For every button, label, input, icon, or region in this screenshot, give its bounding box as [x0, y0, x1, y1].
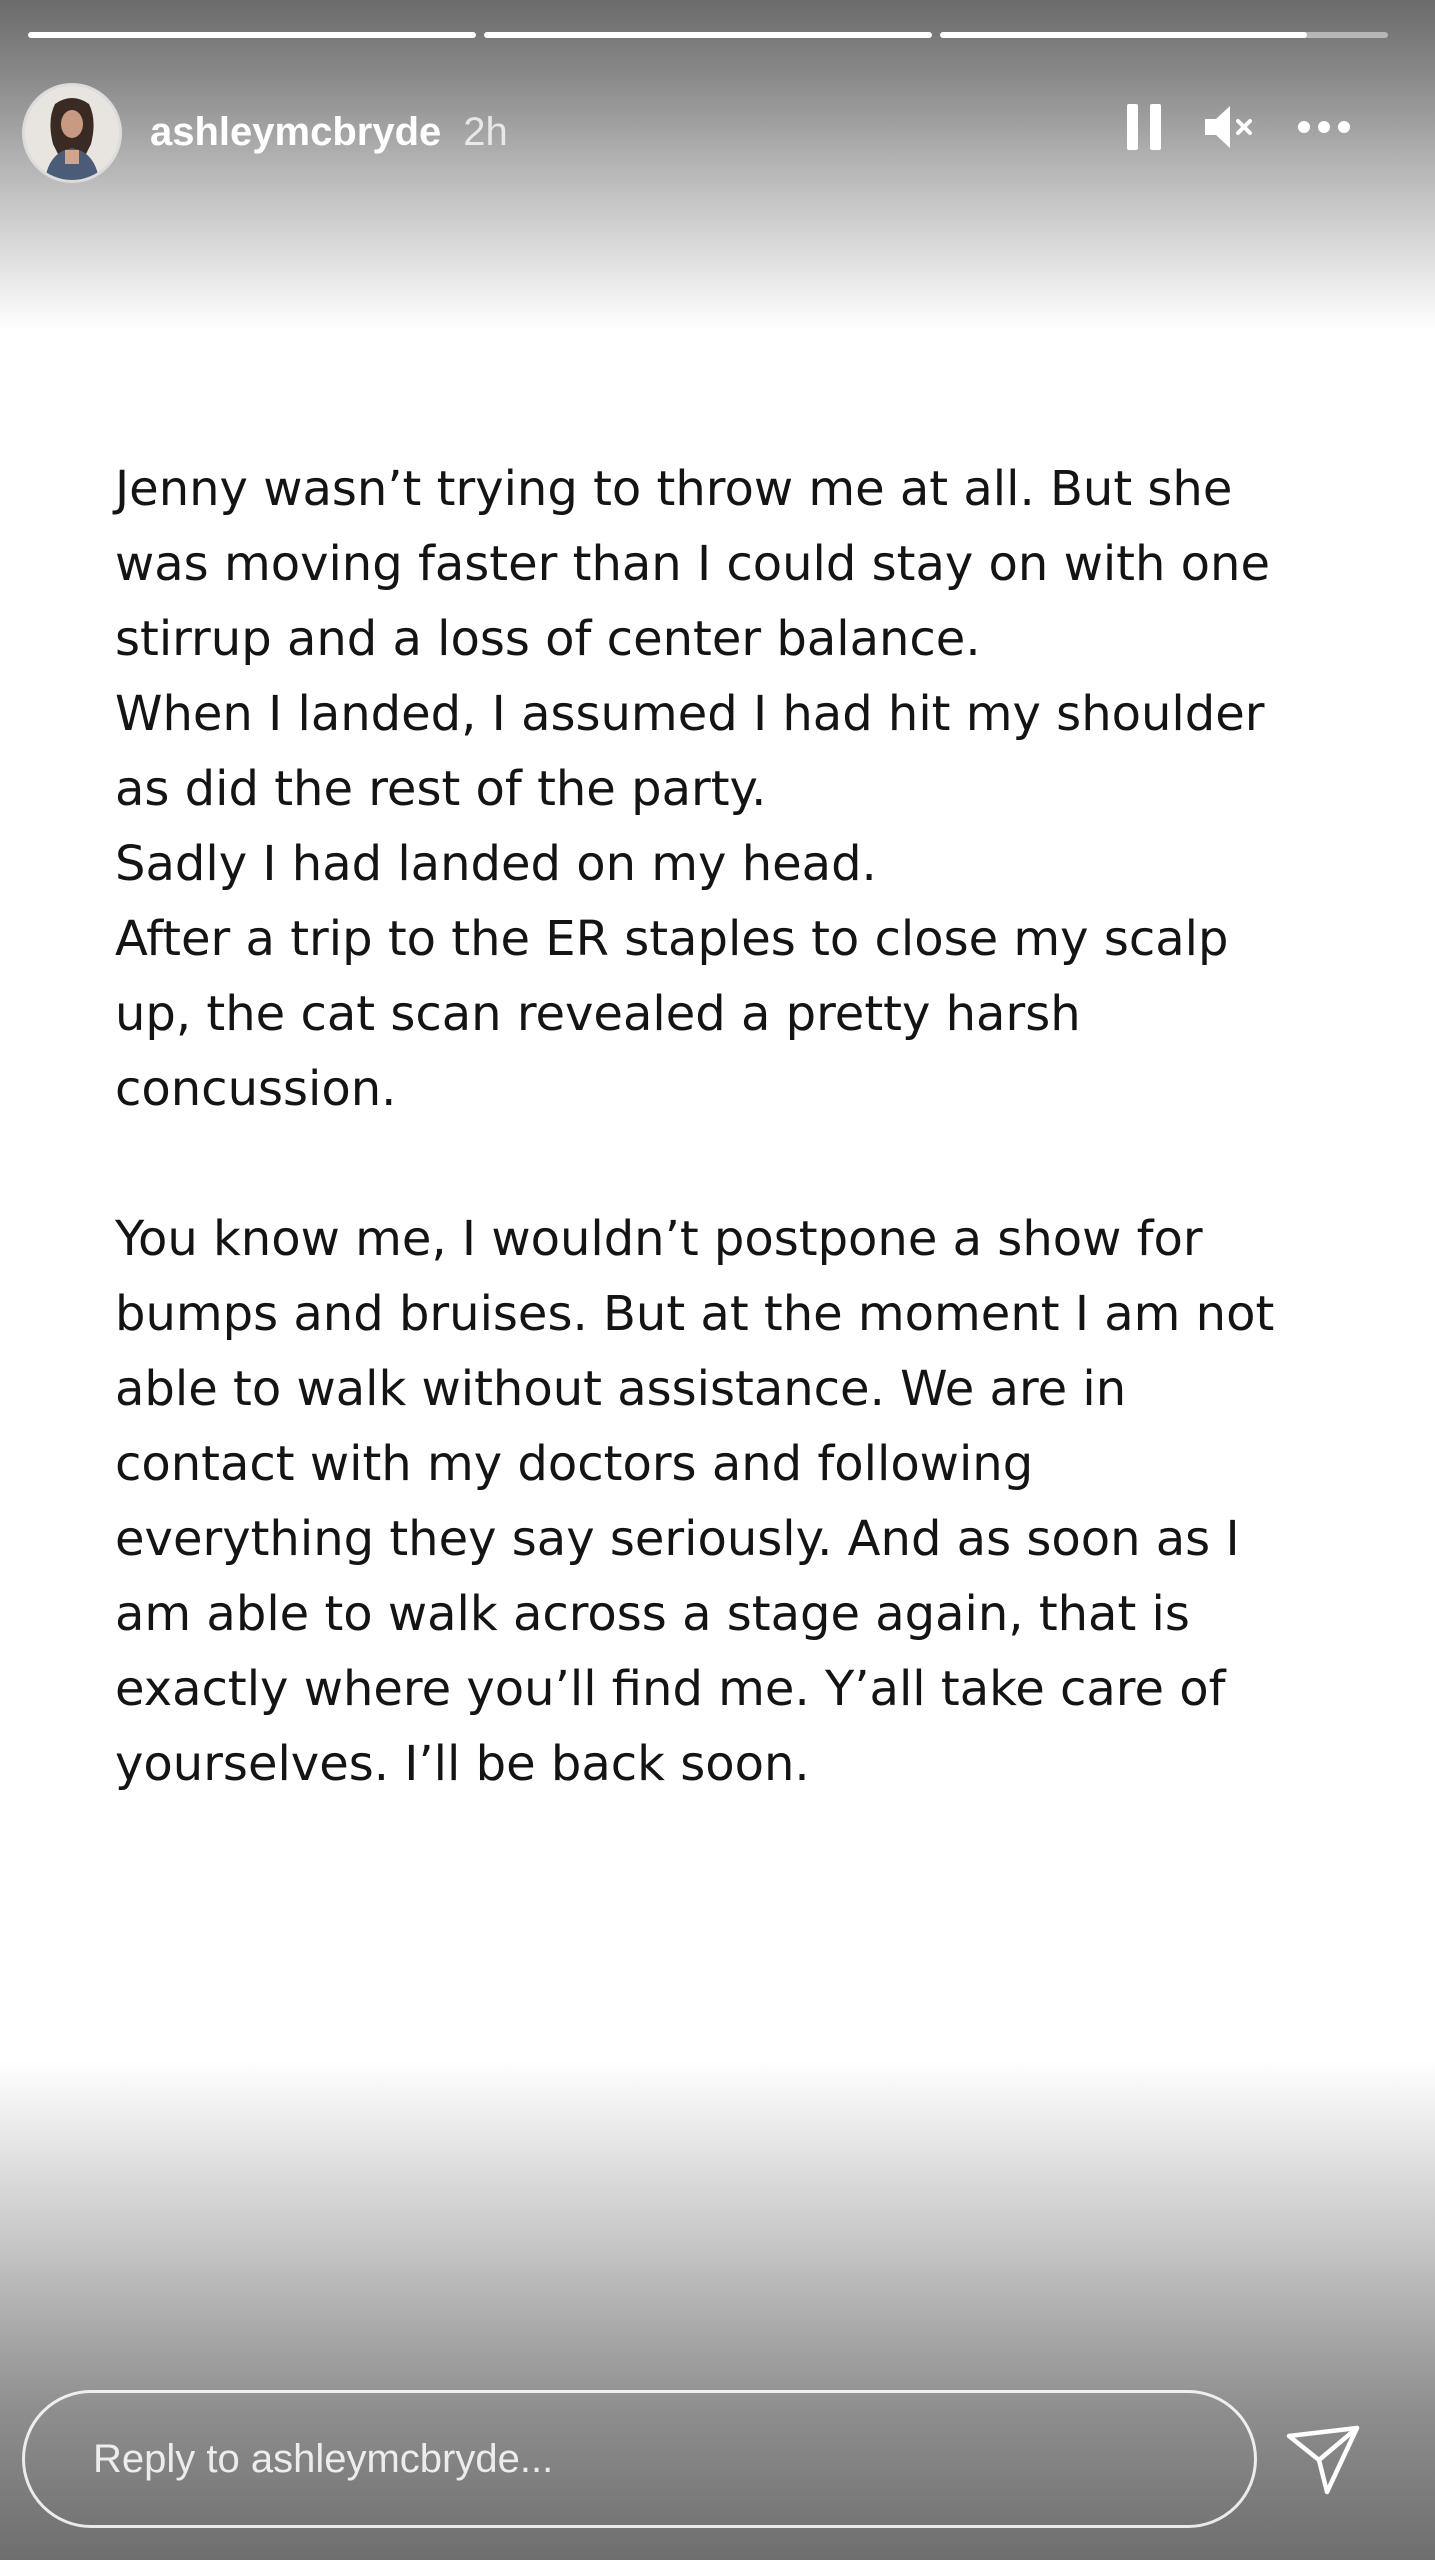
text-line: up, the cat scan revealed a pretty harsh	[115, 986, 1081, 1042]
text-line: You know me, I wouldn’t postpone a show for	[115, 1211, 1203, 1267]
story-text-content	[115, 452, 1345, 1802]
story-progress-bar	[28, 32, 1388, 38]
progress-fill	[28, 32, 476, 38]
text-line: exactly where you’ll find me. Y’all take care of	[115, 1661, 1226, 1717]
more-options-button[interactable]	[1296, 119, 1352, 135]
progress-segment	[484, 32, 932, 38]
text-line: Jenny wasn’t trying to throw me at all. But she	[115, 461, 1233, 517]
reply-bar[interactable]	[22, 2390, 1257, 2528]
send-button[interactable]	[1283, 2420, 1363, 2500]
post-time: 2h	[463, 110, 508, 154]
text-line: concussion.	[115, 1061, 397, 1117]
pause-icon	[1124, 102, 1164, 152]
text-line: Sadly I had landed on my head.	[115, 836, 877, 892]
username[interactable]: ashleymcbryde	[150, 110, 442, 154]
text-line: contact with my doctors and following	[115, 1436, 1034, 1492]
text-line: After a trip to the ER staples to close my scalp	[115, 911, 1229, 967]
paragraph-2	[115, 1202, 1345, 1802]
text-line: as did the rest of the party.	[115, 761, 767, 817]
text-line: When I landed, I assumed I had hit my shoulder	[115, 686, 1265, 742]
text-line: able to walk without assistance. We are in	[115, 1361, 1127, 1417]
mute-button[interactable]	[1202, 102, 1258, 152]
text-line: everything they say seriously. And as soon as I	[115, 1511, 1240, 1567]
more-options-icon	[1296, 119, 1352, 135]
text-line: was moving faster than I could stay on with one	[115, 536, 1270, 592]
send-icon	[1283, 2420, 1363, 2500]
reply-input[interactable]	[91, 2436, 1254, 2483]
avatar[interactable]	[22, 83, 122, 183]
progress-segment	[28, 32, 476, 38]
text-line: bumps and bruises. But at the moment I am not	[115, 1286, 1275, 1342]
paragraph-1	[115, 452, 1345, 1127]
progress-fill	[484, 32, 932, 38]
text-line: stirrup and a loss of center balance.	[115, 611, 981, 667]
avatar-image	[25, 86, 119, 180]
speaker-muted-icon	[1202, 102, 1258, 152]
progress-segment	[940, 32, 1388, 38]
story-controls	[1124, 102, 1352, 152]
progress-fill	[940, 32, 1307, 38]
story-header	[22, 80, 1412, 185]
pause-button[interactable]	[1124, 102, 1164, 152]
text-line: yourselves. I’ll be back soon.	[115, 1736, 810, 1792]
paragraph-spacer	[115, 1127, 1345, 1202]
text-line: am able to walk across a stage again, that is	[115, 1586, 1190, 1642]
